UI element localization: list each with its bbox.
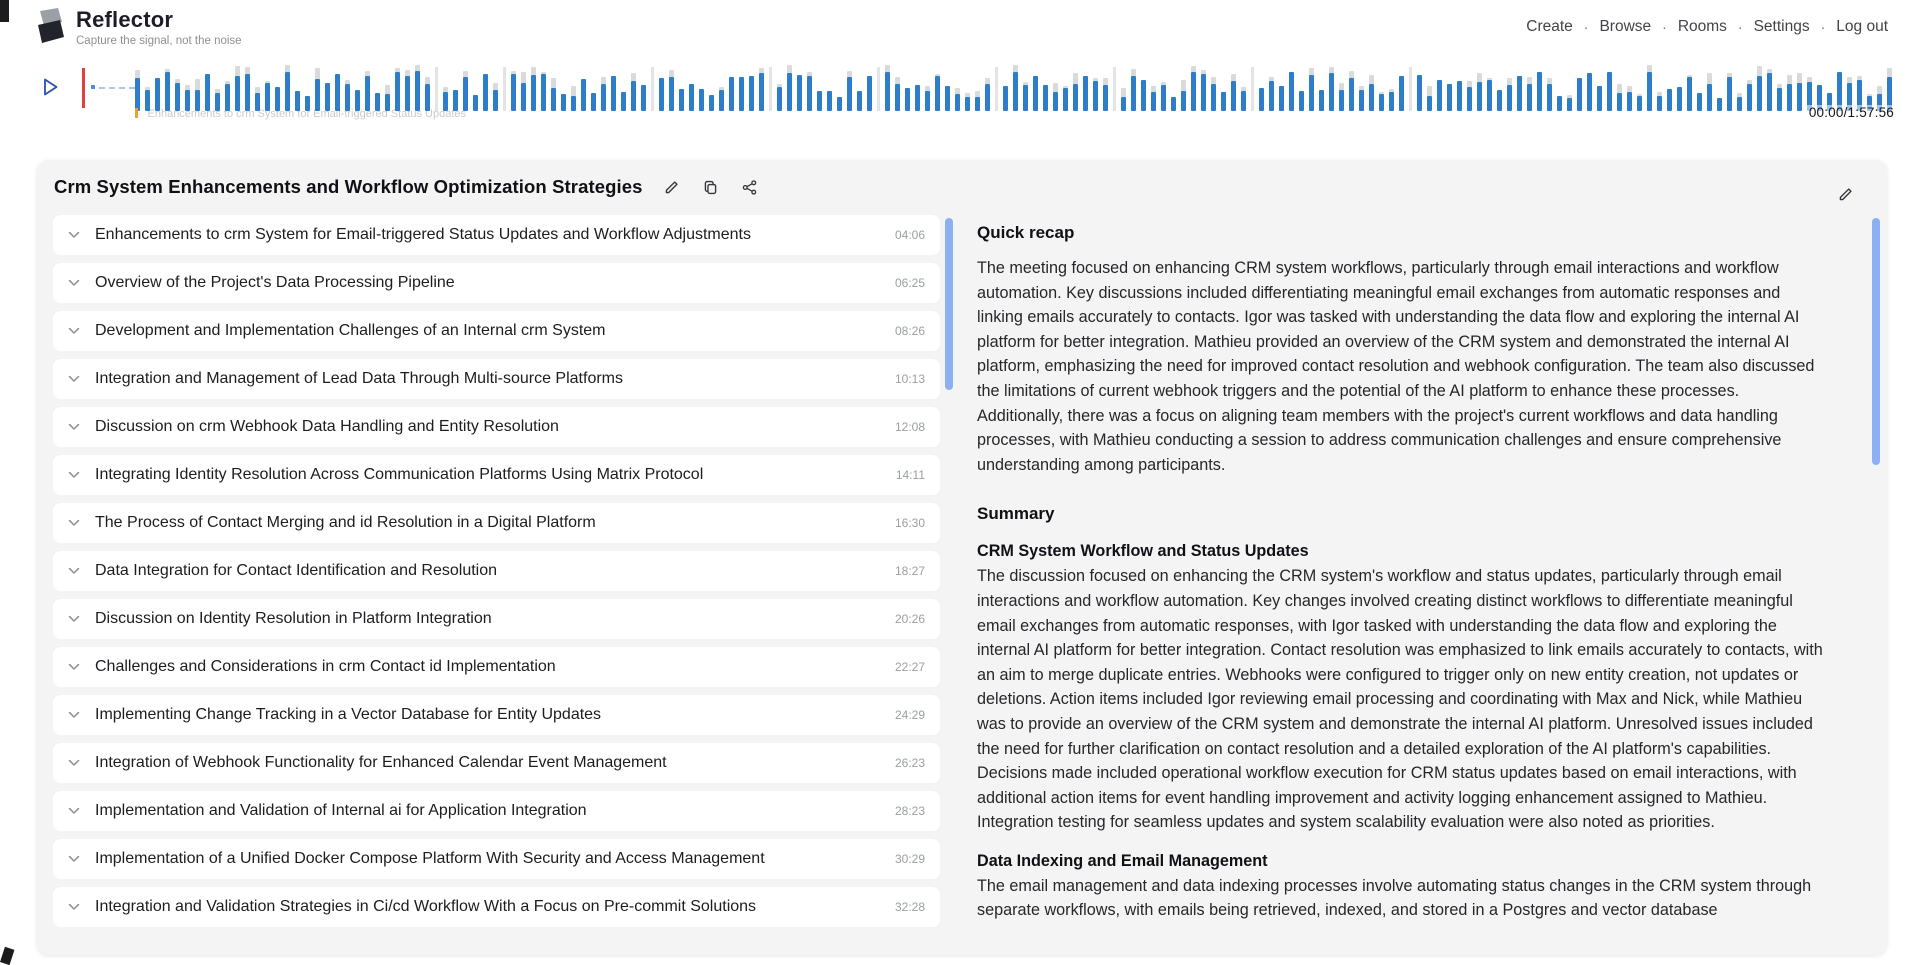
waveform-bar <box>285 65 290 111</box>
waveform-bar <box>631 73 636 111</box>
waveform-start-dot <box>91 85 95 89</box>
waveform-bar <box>1103 78 1108 111</box>
waveform-bar <box>777 84 782 111</box>
waveform-bar <box>531 67 536 111</box>
waveform-bar <box>1241 87 1246 111</box>
waveform-bar <box>1121 88 1126 111</box>
waveform-bar <box>1339 83 1344 111</box>
topic-time: 04:06 <box>894 228 925 242</box>
waveform-bar <box>659 78 664 111</box>
waveform-bar <box>885 65 890 111</box>
nav-item-browse[interactable]: Browse <box>1599 18 1652 35</box>
waveform-bar <box>689 84 694 111</box>
waveform-bar <box>1003 86 1008 111</box>
reflector-logo-icon[interactable] <box>33 8 71 50</box>
waveform-bar <box>1607 72 1612 111</box>
topic-list-scrollbar[interactable] <box>945 218 953 390</box>
chevron-down-icon <box>68 471 80 479</box>
waveform-bar <box>1427 86 1432 111</box>
waveform-bar <box>905 88 910 111</box>
time-display: 00:00/1:57:56 <box>1808 105 1894 120</box>
nav-separator: · <box>1583 19 1589 35</box>
nav-separator: · <box>1662 19 1667 35</box>
summary-heading: Summary <box>977 504 1055 524</box>
quick-recap-body: The meeting focused on enhancing CRM system workflows, particularly through email interactions and workflow automation. Key discussions included differentiating meaningful email exchanges from automatic responses and linking emails accurately to contacts. Igor was tasked with understanding the data flow and exploring the internal AI platform for better integration. Mathieu provided an overview of the CRM system and demonstrated the internal AI platform, emphasizing the need for improved contact resolution and webhook configuration. The team also discussed the limitations of current webhook triggers and the potential of the AI platform to enhance these processes. Additionally, there was a focus on aligning team members with the project's current workflows and data handling processes, with Mathieu conducting a session to address communication challenges and ensure comprehensive understanding among participants. <box>977 259 1815 474</box>
waveform-bar <box>1527 77 1532 111</box>
waveform-bar <box>1299 91 1304 111</box>
nav <box>1524 18 1890 36</box>
waveform-bar <box>305 96 310 111</box>
chevron-down-icon <box>68 759 80 767</box>
topic-label: The Process of Contact Merging and id Resolution in a Digital Platform <box>95 514 596 531</box>
waveform-bar <box>355 90 360 111</box>
waveform-bar <box>561 94 566 111</box>
recap-pane-scrollbar[interactable] <box>1872 218 1880 465</box>
topic-row[interactable] <box>53 839 940 879</box>
topic-row[interactable] <box>53 887 940 927</box>
card-title-row <box>54 176 760 198</box>
recap-pane <box>977 222 1827 955</box>
waveform-bar <box>1043 85 1048 111</box>
waveform-bar <box>1477 73 1482 111</box>
topic-row[interactable] <box>53 455 940 495</box>
waveform-bar <box>255 87 260 111</box>
waveform-bar <box>867 76 872 111</box>
playhead-cursor <box>82 68 85 108</box>
waveform-bar <box>235 66 240 111</box>
waveform-bar <box>195 79 200 111</box>
play-button[interactable] <box>38 75 62 99</box>
waveform-bar <box>345 80 350 111</box>
topic-label: Data Integration for Contact Identification and Resolution <box>95 562 498 579</box>
topic-row[interactable] <box>53 503 940 543</box>
waveform-separator <box>995 67 998 111</box>
waveform-bar <box>225 81 230 112</box>
meeting-card <box>37 160 1887 955</box>
waveform-bar <box>1757 66 1762 111</box>
waveform-bar <box>1131 69 1136 111</box>
topic-label: Integrating Identity Resolution Across Communication Platforms Using Matrix Protocol <box>95 466 704 483</box>
topic-label: Integration of Webhook Functionality for Enhanced Calendar Event Management <box>95 754 667 771</box>
waveform-bar <box>295 91 300 111</box>
topic-row[interactable] <box>53 263 940 303</box>
waveform-bar <box>1181 80 1186 111</box>
topic-time: 06:25 <box>894 276 925 290</box>
waveform-bar <box>1447 84 1452 111</box>
waveform-bar <box>1767 69 1772 111</box>
waveform-bar <box>375 93 380 111</box>
waveform-bar <box>205 74 210 111</box>
waveform-bar <box>847 71 852 111</box>
chevron-down-icon <box>68 279 80 287</box>
waveform-bar <box>1717 98 1722 111</box>
waveform-separator <box>1251 67 1254 111</box>
waveform-bar <box>325 83 330 111</box>
waveform-bar <box>1221 92 1226 111</box>
brand-name: Reflector <box>76 7 174 32</box>
share-button[interactable] <box>740 177 760 197</box>
waveform-bar <box>641 85 646 111</box>
nav-item-log-out[interactable]: Log out <box>1836 18 1888 35</box>
waveform-bar <box>1033 76 1038 111</box>
topic-row[interactable] <box>53 791 940 831</box>
waveform-bar <box>1389 89 1394 111</box>
waveform-silence-dashes <box>99 87 135 89</box>
waveform-bar <box>1191 66 1196 111</box>
waveform-bar <box>405 70 410 111</box>
waveform-bar <box>1797 73 1802 111</box>
waveform-bar <box>1467 81 1472 111</box>
waveform-bar <box>145 87 150 111</box>
waveform-bar <box>1013 65 1018 111</box>
waveform-bar <box>1727 73 1732 111</box>
waveform-bar <box>1201 70 1206 111</box>
chevron-down-icon <box>68 807 80 815</box>
waveform-bar <box>511 71 516 111</box>
waveform-bar <box>1083 76 1088 112</box>
waveform-bar <box>1309 68 1314 111</box>
brand-block <box>76 7 242 47</box>
waveform-bar <box>165 69 170 111</box>
waveform-bar <box>739 77 744 111</box>
topic-time: 22:27 <box>894 660 925 674</box>
waveform-bar <box>1289 72 1294 111</box>
topic-time: 26:23 <box>894 756 925 770</box>
chevron-down-icon <box>68 231 80 239</box>
waveform-bar <box>611 76 616 111</box>
nav-separator: · <box>1820 19 1826 35</box>
meeting-title: Crm System Enhancements and Workflow Optimization Strategies <box>54 176 643 197</box>
waveform-bar <box>621 92 626 111</box>
topic-label: Overview of the Project's Data Processing Pipeline <box>95 274 455 291</box>
copy-button[interactable] <box>701 177 721 197</box>
chevron-down-icon <box>68 903 80 911</box>
waveform-bar <box>1379 92 1384 111</box>
topic-time: 20:26 <box>894 612 925 626</box>
waveform-bar <box>1577 78 1582 111</box>
waveform-bar <box>1063 86 1068 111</box>
waveform-bar <box>1329 67 1334 111</box>
waveform-bar <box>985 78 990 111</box>
waveform-separator <box>877 67 880 111</box>
edit-recap-button[interactable] <box>1835 184 1855 204</box>
quick-recap-heading: Quick recap <box>977 223 1075 242</box>
summary-sections <box>977 540 1827 923</box>
waveform-bar <box>265 81 270 111</box>
waveform-bar <box>1279 86 1284 111</box>
waveform-separator <box>503 67 506 111</box>
brand-tagline: Capture the signal, not the noise <box>76 35 242 47</box>
waveform-bar <box>1747 80 1752 111</box>
waveform-bar <box>1667 89 1672 111</box>
chevron-down-icon <box>68 711 80 719</box>
waveform-bar <box>443 87 448 111</box>
waveform-bar <box>1093 78 1098 111</box>
waveform-bar <box>965 93 970 111</box>
waveform-bar <box>787 65 792 111</box>
waveform-bar <box>591 93 596 111</box>
waveform-bar <box>955 88 960 111</box>
nav-item-create[interactable]: Create <box>1526 18 1573 35</box>
waveform-bar <box>699 89 704 111</box>
waveform-bar <box>1547 78 1552 111</box>
waveform-bar <box>581 79 586 111</box>
summary-section-heading: CRM System Workflow and Status Updates <box>977 542 1309 561</box>
nav-separator: · <box>1737 19 1743 35</box>
topic-time: 08:26 <box>894 324 925 338</box>
waveform-bar <box>817 91 822 111</box>
topic-row[interactable] <box>53 551 940 591</box>
waveform-bar <box>215 89 220 111</box>
waveform-bar <box>1677 87 1682 111</box>
waveform-bar <box>1399 76 1404 111</box>
waveform-bar <box>463 71 468 111</box>
waveform-bar <box>1457 81 1462 111</box>
waveform-bar <box>1567 95 1572 111</box>
waveform-bar <box>275 87 280 111</box>
waveform-bar <box>1707 73 1712 111</box>
waveform-bar <box>1319 90 1324 111</box>
audio-player <box>38 64 1896 120</box>
waveform-bar <box>1777 84 1782 111</box>
waveform-bar <box>1497 90 1502 111</box>
waveform-bar <box>473 95 478 111</box>
waveform-bar <box>945 86 950 111</box>
waveform-bar <box>1151 86 1156 111</box>
waveform-separator <box>651 67 654 111</box>
waveform-bar <box>1349 71 1354 111</box>
topic-label: Implementation and Validation of Internal ai for Application Integration <box>95 802 587 819</box>
waveform-bar <box>679 89 684 112</box>
waveform-bar <box>1141 80 1146 111</box>
waveform-bar <box>925 86 930 111</box>
waveform-bar <box>1211 77 1216 111</box>
edit-title-button[interactable] <box>662 177 682 197</box>
waveform-bar <box>1507 78 1512 111</box>
waveform-bar <box>719 87 724 111</box>
waveform-bar <box>827 91 832 111</box>
waveform-bar <box>1587 73 1592 111</box>
waveform-bar <box>1627 86 1632 111</box>
waveform-bar <box>135 70 140 111</box>
waveform-bar <box>601 77 606 111</box>
waveform-bar <box>395 68 400 111</box>
waveform-bar <box>415 65 420 111</box>
topic-label: Integration and Validation Strategies in Ci/cd Workflow With a Focus on Pre-commit Solutions <box>95 898 757 915</box>
topic-label: Development and Implementation Challenges of an Internal crm System <box>95 322 606 339</box>
waveform-bar <box>1787 75 1792 111</box>
nav-item-settings[interactable]: Settings <box>1753 18 1810 35</box>
waveform-bar <box>1537 72 1542 111</box>
topic-row[interactable] <box>53 311 940 351</box>
summary-section-heading: Data Indexing and Email Management <box>977 851 1268 870</box>
waveform-bar <box>1359 86 1364 111</box>
waveform-bar <box>315 68 320 111</box>
waveform-bar <box>155 78 160 111</box>
chevron-down-icon <box>68 663 80 671</box>
waveform-bar <box>335 74 340 111</box>
nav-item-rooms[interactable]: Rooms <box>1677 18 1727 35</box>
waveform-bar <box>895 77 900 111</box>
waveform-bar <box>425 77 430 111</box>
chevron-down-icon <box>68 375 80 383</box>
topic-time: 18:27 <box>894 564 925 578</box>
topic-time: 10:13 <box>894 372 925 386</box>
topic-time: 14:11 <box>895 468 925 482</box>
topic-time: 28:23 <box>894 804 925 818</box>
waveform-bar <box>935 74 940 111</box>
waveform-bar <box>749 76 754 111</box>
chevron-down-icon <box>68 423 80 431</box>
waveform-bar <box>1517 76 1522 111</box>
waveform-bar <box>1369 75 1374 111</box>
chevron-down-icon <box>68 615 80 623</box>
topic-label: Enhancements to crm System for Email-triggered Status Updates and Workflow Adjustments <box>95 226 751 243</box>
waveform-bar <box>1617 84 1622 111</box>
topic-row[interactable] <box>53 359 940 399</box>
waveform-bar <box>837 97 842 111</box>
waveform-bar <box>175 79 180 111</box>
waveform-bar <box>1657 92 1662 111</box>
waveform-bar <box>483 74 488 111</box>
waveform-bar <box>1231 74 1236 111</box>
chevron-down-icon <box>68 855 80 863</box>
waveform-bar <box>1171 97 1176 111</box>
topic-label: Implementing Change Tracking in a Vector Database for Entity Updates <box>95 706 602 723</box>
topic-row[interactable] <box>53 647 940 687</box>
waveform-bar <box>669 70 674 111</box>
waveform-bar <box>1437 80 1442 111</box>
topic-row[interactable] <box>53 599 940 639</box>
waveform-bar <box>797 75 802 111</box>
waveform-separator <box>1409 67 1412 111</box>
app-header <box>0 0 1924 58</box>
topic-time: 24:29 <box>894 708 925 722</box>
chevron-down-icon <box>68 327 80 335</box>
waveform-bar <box>571 86 576 111</box>
waveform-bar <box>1687 75 1692 111</box>
waveform-bar <box>857 91 862 111</box>
waveform-bar <box>759 68 764 111</box>
topic-list <box>53 215 940 955</box>
waveform-bar <box>1637 94 1642 111</box>
waveform-bar <box>1269 77 1274 111</box>
waveform-bar <box>1487 78 1492 112</box>
topic-label: Implementation of a Unified Docker Compose Platform With Security and Access Management <box>95 850 765 867</box>
topic-time: 16:30 <box>894 516 925 530</box>
waveform-separator <box>435 67 438 111</box>
waveform-bar <box>1259 88 1264 111</box>
topic-time: 30:29 <box>894 852 925 866</box>
waveform-bar <box>1417 75 1422 111</box>
topic-time: 12:08 <box>894 420 925 434</box>
chevron-down-icon <box>68 567 80 575</box>
waveform-bar <box>1053 83 1058 111</box>
waveform-bar <box>1737 93 1742 111</box>
waveform-bar <box>551 78 556 111</box>
summary-section-body: The email management and data indexing processes involve automating status changes in the CRM system through separate workflows, with emails being retrieved, indexed, and stored in a Postgres and vector database <box>977 876 1812 920</box>
topic-label: Discussion on crm Webhook Data Handling and Entity Resolution <box>95 418 559 435</box>
waveform-separator <box>769 67 772 111</box>
waveform-bar <box>1697 93 1702 111</box>
topic-label: Discussion on Identity Resolution in Platform Integration <box>95 610 492 627</box>
topic-row[interactable] <box>53 407 940 447</box>
summary-section-body: The discussion focused on enhancing the CRM system's workflow and status updates, particularly through email interactions and workflow automation. Key changes involved creating distinct workflows to differentiate meaningful email exchanges from automatic responses, with Igor tasked with understanding the data flow and exploring the internal AI platform for better integration. Contact resolution was emphasized to link emails accurately to contacts, with an aim to merge duplicate entries. Webhooks were configured to trigger only on new entity creation, not updates or deletions. Action items included Igor reviewing email processing and coordinating with Max and Nick, while Mathieu was to provide an overview of the CRM system and demonstrate the internal AI platform. Unresolved issues included the need for further clarification on contact resolution and a detailed exploration of the AI platform's capabilities. Decisions made included operational workflow execution for CRM status updates based on email interactions, with additional action items for event handling improvement and activity logging enhancement assigned to Mathieu. Integration testing for seamless updates and system scalability evaluation were also noted as priorities. <box>977 567 1823 832</box>
waveform-bar <box>1557 96 1562 112</box>
waveform-bar <box>1073 73 1078 111</box>
topic-row[interactable] <box>53 743 940 783</box>
screen-artifact-bottom-left <box>0 947 14 965</box>
waveform-bar <box>1161 82 1166 111</box>
waveform-bar <box>453 90 458 111</box>
waveform-bar <box>385 85 390 111</box>
chapter-marker-label: Enhancements to crm System for Email-triggered Status Updates <box>147 108 467 120</box>
waveform-bar <box>1647 65 1652 111</box>
waveform-bar <box>729 77 734 111</box>
waveform-bar <box>1597 86 1602 111</box>
waveform-bar <box>185 85 190 111</box>
waveform-bar <box>521 72 526 111</box>
topic-time: 32:28 <box>894 900 925 914</box>
waveform-bar <box>493 83 498 111</box>
waveform-bar <box>709 95 714 111</box>
topic-label: Integration and Management of Lead Data Through Multi-source Platforms <box>95 370 623 387</box>
chevron-down-icon <box>68 519 80 527</box>
topic-label: Challenges and Considerations in crm Contact id Implementation <box>95 658 556 675</box>
waveform-separator <box>1113 67 1116 111</box>
waveform-bar <box>1023 82 1028 112</box>
waveform[interactable] <box>135 65 1896 111</box>
topic-row[interactable] <box>53 215 940 255</box>
waveform-bar <box>975 91 980 111</box>
waveform-bar <box>807 72 812 111</box>
waveform-bar <box>541 72 546 111</box>
waveform-bar <box>245 67 250 111</box>
waveform-bar <box>365 71 370 111</box>
topic-row[interactable] <box>53 695 940 735</box>
waveform-bar <box>915 85 920 111</box>
